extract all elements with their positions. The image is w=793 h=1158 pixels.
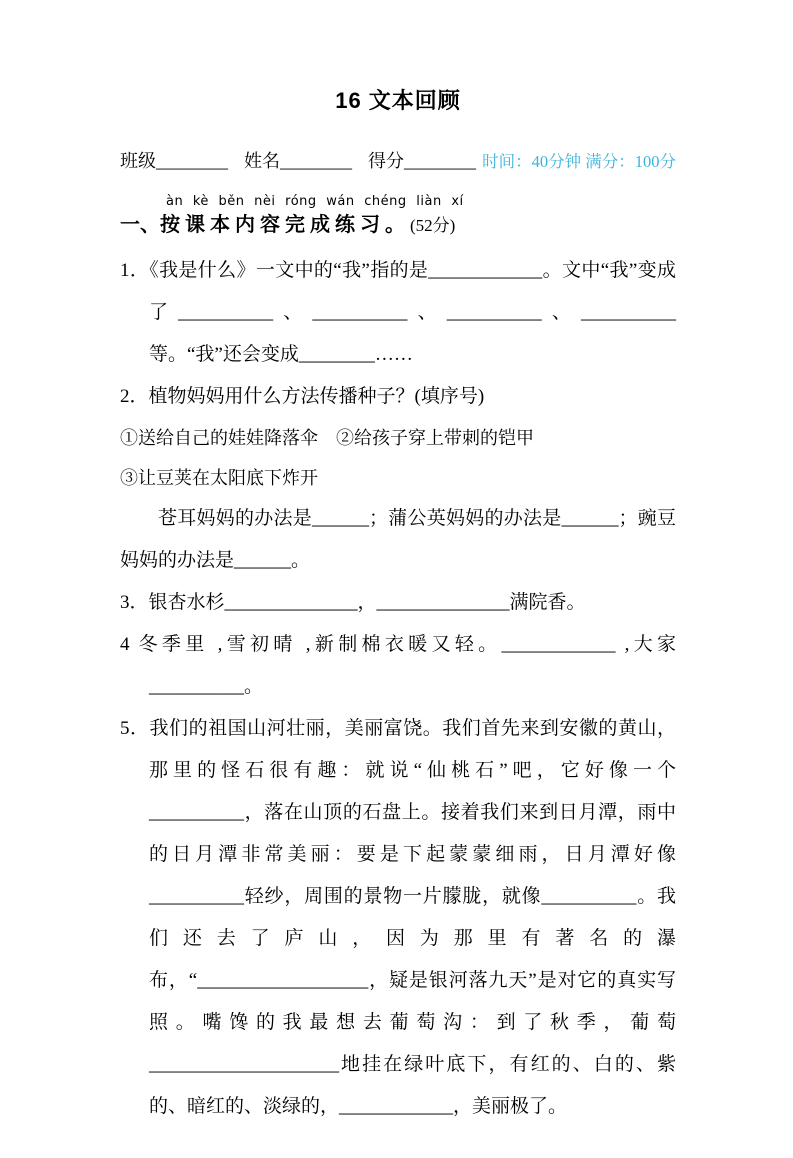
class-field — [120, 147, 228, 173]
student-info-fields — [120, 147, 476, 173]
question-4: 4 冬季里 ,雪初晴 ,新制棉衣暖又轻。____________ ,大家__________。 — [120, 634, 676, 697]
score-label: 得分 — [368, 151, 404, 171]
question-2 — [120, 376, 676, 582]
question-3: 3．银杏水杉______________，______________满院香。 — [120, 592, 586, 613]
class-label: 班级 — [120, 151, 156, 171]
questions-list — [120, 250, 676, 1128]
section-points: (52分) — [410, 216, 456, 235]
section-number: 一、 — [120, 214, 160, 236]
name-field — [244, 147, 352, 173]
pinyin-line: àn kè běn nèi róng wán chéng liàn xí — [166, 194, 464, 209]
question-2-answer: 苍耳妈妈的办法是______；蒲公英妈妈的办法是______；豌豆妈妈的办法是______。 — [120, 508, 676, 571]
time-score-info: 时间：40分钟 满分：100分 — [482, 152, 676, 171]
section-heading-text: 按课本内容完成练习。 — [160, 214, 410, 236]
name-label: 姓名 — [244, 151, 280, 171]
class-blank: ________ — [156, 151, 228, 171]
score-blank: ________ — [404, 151, 476, 171]
section-one-heading-block — [120, 193, 676, 240]
question-1: 1．《我是什么》一文中的“我”指的是____________。文中“我”变成了__________、__________、__________、__________等。“我”还会变成________…… — [120, 260, 676, 365]
question-5: 5．我们的祖国山河壮丽，美丽富饶。我们首先来到安徽的黄山，那里的怪石很有趣：就说“仙桃石”吧，它好像一个__________，落在山顶的石盘上。接着我们来到日月潭，雨中的日月潭非常美丽：要是下起蒙蒙细雨，日月潭好像__________轻纱，周围的景物一片朦胧，就像__________。我们还去了庐山，因为那里有著名的瀑布，“__________________，疑是银河落九天”是对它的真实写照。嘴馋的我最想去葡萄沟：到了秋季，葡萄____________________地挂在绿叶底下，有红的、白的、紫的、暗红的、淡绿的，____________，美丽极了。 — [120, 718, 676, 1117]
score-field — [368, 147, 476, 173]
name-blank: ________ — [280, 151, 352, 171]
section-heading — [120, 211, 676, 240]
question-2-stem: 2．植物妈妈用什么方法传播种子？(填序号) — [120, 386, 485, 407]
question-2-options-line2: ③让豆荚在太阳底下炸开 — [120, 468, 318, 488]
header-line — [120, 147, 676, 173]
page-title: 16 文本回顾 — [335, 88, 461, 113]
question-2-options-line1: ①送给自己的娃娃降落伞 ②给孩子穿上带刺的铠甲 — [120, 428, 534, 448]
